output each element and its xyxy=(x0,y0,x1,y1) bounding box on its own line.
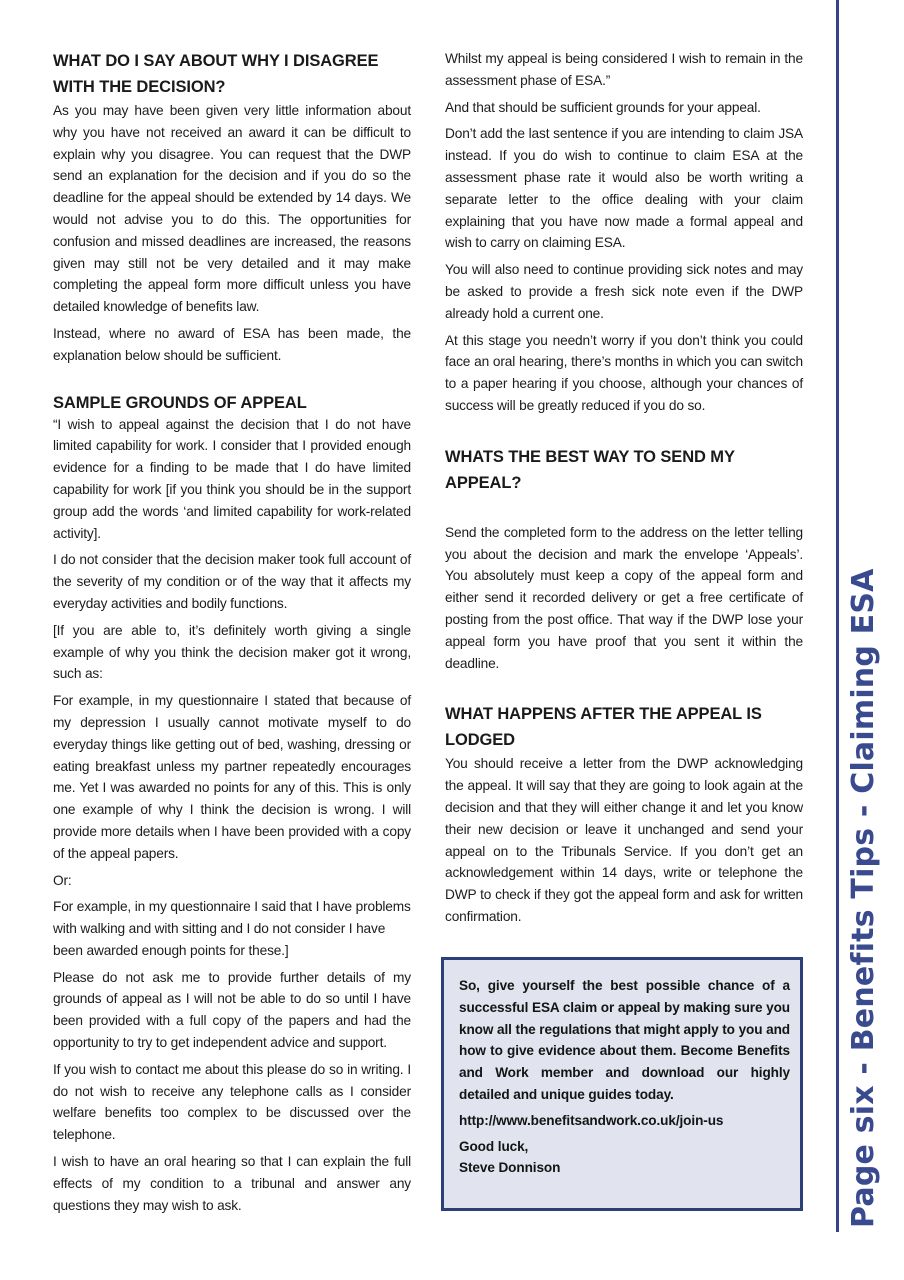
heading-send-appeal: WHATS THE BEST WAY TO SEND MY APPEAL? xyxy=(445,447,735,492)
sample-paragraph-2: I do not consider that the decision maker took full account of the severity of my condition or of the way that it affects my everyday activities and bodily functions. xyxy=(53,552,411,611)
continued-paragraph-2: And that should be sufficient grounds for your appeal. xyxy=(445,99,761,115)
sample-paragraph-8: I wish to have an oral hearing so that I can explain the full effects of my condition to a tribunal and answer any questions they may wish to ask. xyxy=(53,1154,411,1213)
send-paragraph: Send the completed form to the address on the letter telling you about the decision and mark the envelope ‘Appeals’. You absolutely must keep a copy of the appeal form and either send it recorded delivery or get a free certificate of posting from the post office. That way if the DWP lose your appeal form you have proof that you sent it within the deadline. xyxy=(445,524,803,671)
after-paragraph: You should receive a letter from the DWP acknowledging the appeal. It will say that they are going to look again at the decision and that they will either change it and let you know their new decision or leave it unchanged and send your appeal on to the Tribunals Service. If you don’t get an acknowledgement within 14 days, write or telephone the DWP to check if they got the appeal form and ask for written confirmation. xyxy=(445,756,803,924)
callout-author: Steve Donnison xyxy=(459,1160,561,1176)
disagree-paragraph-2: Instead, where no award of ESA has been made, the explanation below should be sufficient. xyxy=(53,325,411,363)
sample-paragraph-5: For example, in my questionnaire I said that I have problems with walking and with sitting and I do not consider I have been awarded enough points for these.] xyxy=(53,899,411,958)
continued-paragraph-3: Don’t add the last sentence if you are intending to claim JSA instead. If you do wish to continue to claim ESA at the assessment phase rate it would also be worth writing a separate letter to the office dealing with your claim explaining that you have now made a formal appeal and wish to carry on claiming ESA. xyxy=(445,126,803,251)
sample-paragraph-4: For example, in my questionnaire I stated that because of my depression I usually cannot motivate myself to do everyday things like getting out of bed, washing, dressing or eating breakfast unless my partner repeatedly encourages me. Yet I was awarded no points for any of this. This is only one example of why I think the decision is wrong. I will provide more details when I have been provided with a copy of the appeal papers. xyxy=(53,693,411,861)
sample-paragraph-6: Please do not ask me to provide further details of my grounds of appeal as I will not be able to do so until I have been provided with a full copy of the papers and had the opportunity to try to get independent advice and support. xyxy=(53,969,411,1051)
continued-paragraph-1: Whilst my appeal is being considered I wish to remain in the assessment phase of ESA.” xyxy=(445,51,803,88)
spacer xyxy=(445,679,803,701)
sidebar-page-title: Page six - Benefits Tips - Claiming ESA xyxy=(846,568,881,1228)
continued-paragraph-5: At this stage you needn’t worry if you don’t think you could face an oral hearing, there’s months in which you can switch to a paper hearing if you choose, although your chances of success will be greatly reduced if you do so. xyxy=(445,332,803,413)
heading-after-appeal: WHAT HAPPENS AFTER THE APPEAL IS LODGED xyxy=(445,705,762,750)
spacer xyxy=(445,496,803,522)
disagree-paragraph-1: As you may have been given very little information about why you have not received an award it can be difficult to explain why you disagree. You can request that the DWP send an explanation for the decision and if you do so the deadline for the appeal should be extended by 14 days. We would not advise you to do this. The opportunities for confusion and missed deadlines are increased, the reasons given may still not be very detailed and it may make completing the appeal form more difficult unless you have detailed knowledge of benefits law. xyxy=(53,103,411,315)
heading-disagree: WHAT DO I SAY ABOUT WHY I DISAGREE WITH THE DECISION? xyxy=(53,52,379,96)
sidebar-divider xyxy=(836,0,839,1232)
right-column xyxy=(445,48,803,933)
sample-paragraph-7: If you wish to contact me about this please do so in writing. I do not wish to receive any telephone calls as I consider welfare benefits too complex to be discussed over the telephone. xyxy=(53,1061,411,1143)
sample-paragraph-3: [If you are able to, it’s definitely worth giving a single example of why you think the decision maker got it wrong, such as: xyxy=(53,622,411,682)
membership-callout-box xyxy=(441,957,803,1211)
callout-sign-off: Good luck, xyxy=(459,1138,529,1154)
left-column xyxy=(53,48,411,1221)
callout-text: So, give yourself the best possible chance of a successful ESA claim or appeal by making sure you know all the regulations that might apply to you and how to give evidence about them. Become Benefits and Work member and download our highly detailed and unique guides today. xyxy=(459,978,790,1102)
heading-sample-grounds: SAMPLE GROUNDS OF APPEAL xyxy=(53,393,307,412)
spacer xyxy=(445,422,803,444)
join-us-link[interactable]: http://www.benefitsandwork.co.uk/join-us xyxy=(459,1112,724,1128)
sample-or: Or: xyxy=(53,872,72,888)
spacer xyxy=(53,372,411,392)
continued-paragraph-4: You will also need to continue providing sick notes and may be asked to provide a fresh sick note even if the DWP already hold a current one. xyxy=(445,262,803,321)
sample-paragraph-1: “I wish to appeal against the decision that I do not have limited capability for work. I consider that I provided enough evidence for a finding to be made that I do have limited capability for work [if you think you should be in the support group add the words ‘and limited capability for work-related activity]. xyxy=(53,416,411,541)
